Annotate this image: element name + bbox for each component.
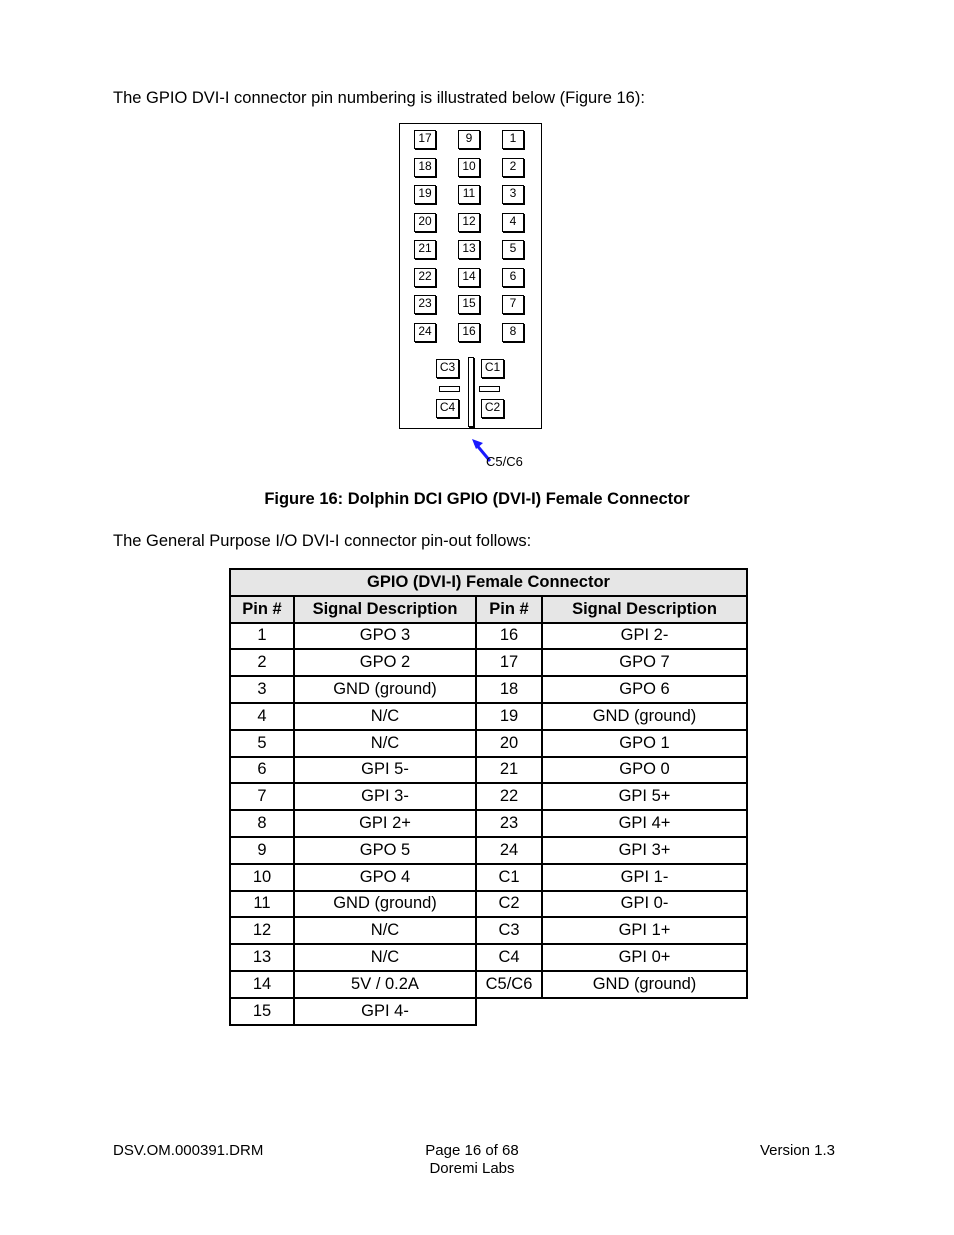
column-header: Pin # bbox=[230, 596, 294, 623]
column-header: Signal Description bbox=[542, 596, 747, 623]
signal-description-cell: GND (ground) bbox=[294, 676, 476, 703]
pin-1: 1 bbox=[502, 130, 524, 149]
pin-number-cell: C3 bbox=[476, 917, 542, 944]
pin-12: 12 bbox=[458, 213, 480, 232]
pin-11: 11 bbox=[458, 185, 480, 204]
pin-19: 19 bbox=[414, 185, 436, 204]
table-row bbox=[230, 917, 747, 944]
pin-number-cell: 18 bbox=[476, 676, 542, 703]
signal-description-cell: GPO 0 bbox=[542, 757, 747, 784]
company-name: Doremi Labs bbox=[429, 1160, 515, 1177]
empty-cell bbox=[476, 998, 542, 1025]
signal-description-cell: GND (ground) bbox=[294, 891, 476, 918]
signal-description-cell: 5V / 0.2A bbox=[294, 971, 476, 998]
pin-number-cell: 7 bbox=[230, 783, 294, 810]
pin-21: 21 bbox=[414, 240, 436, 259]
pin-5: 5 bbox=[502, 240, 524, 259]
pin-number-cell: 19 bbox=[476, 703, 542, 730]
column-header: Signal Description bbox=[294, 596, 476, 623]
pin-number-cell: 22 bbox=[476, 783, 542, 810]
page-number: Page 16 of 68 bbox=[425, 1142, 519, 1159]
c5-c6-label: C5/C6 bbox=[486, 454, 523, 469]
dvi-connector-diagram bbox=[399, 123, 542, 429]
pin-number-cell: 1 bbox=[230, 623, 294, 650]
table-row bbox=[230, 649, 747, 676]
signal-description-cell: GPI 3- bbox=[294, 783, 476, 810]
slot-right bbox=[479, 386, 500, 392]
signal-description-cell: N/C bbox=[294, 703, 476, 730]
pin-number-cell: 12 bbox=[230, 917, 294, 944]
pin-number-cell: 5 bbox=[230, 730, 294, 757]
signal-description-cell: GPO 4 bbox=[294, 864, 476, 891]
pin-24: 24 bbox=[414, 323, 436, 342]
table-row bbox=[230, 837, 747, 864]
table-row bbox=[230, 703, 747, 730]
pin-number-cell: 9 bbox=[230, 837, 294, 864]
pin-23: 23 bbox=[414, 295, 436, 314]
slot-left bbox=[439, 386, 460, 392]
pin-number-cell: 3 bbox=[230, 676, 294, 703]
pinout-table bbox=[229, 568, 748, 1026]
table-row bbox=[230, 676, 747, 703]
pin-number-cell: C5/C6 bbox=[476, 971, 542, 998]
signal-description-cell: GPI 2+ bbox=[294, 810, 476, 837]
pin-number-cell: 11 bbox=[230, 891, 294, 918]
empty-cell bbox=[542, 998, 747, 1025]
pin-8: 8 bbox=[502, 323, 524, 342]
pin-c1: C1 bbox=[481, 359, 504, 378]
pin-number-cell: 24 bbox=[476, 837, 542, 864]
table-row bbox=[230, 757, 747, 784]
pin-3: 3 bbox=[502, 185, 524, 204]
signal-description-cell: GPI 5- bbox=[294, 757, 476, 784]
signal-description-cell: GND (ground) bbox=[542, 703, 747, 730]
signal-description-cell: GPO 1 bbox=[542, 730, 747, 757]
footer-doc-id: DSV.OM.000391.DRM bbox=[113, 1142, 264, 1159]
table-row bbox=[230, 864, 747, 891]
pin-2: 2 bbox=[502, 158, 524, 177]
pin-22: 22 bbox=[414, 268, 436, 287]
table-row bbox=[230, 730, 747, 757]
ground-blade bbox=[468, 357, 474, 427]
pin-number-cell: 8 bbox=[230, 810, 294, 837]
signal-description-cell: GPO 7 bbox=[542, 649, 747, 676]
pin-14: 14 bbox=[458, 268, 480, 287]
pin-13: 13 bbox=[458, 240, 480, 259]
pin-number-cell: 17 bbox=[476, 649, 542, 676]
table-row bbox=[230, 891, 747, 918]
pin-9: 9 bbox=[458, 130, 480, 149]
table-row bbox=[230, 971, 747, 998]
pin-number-cell: 15 bbox=[230, 998, 294, 1025]
pin-number-cell: 13 bbox=[230, 944, 294, 971]
pin-15: 15 bbox=[458, 295, 480, 314]
signal-description-cell: N/C bbox=[294, 730, 476, 757]
signal-description-cell: GPI 3+ bbox=[542, 837, 747, 864]
signal-description-cell: GND (ground) bbox=[542, 971, 747, 998]
signal-description-cell: GPO 6 bbox=[542, 676, 747, 703]
table-row bbox=[230, 944, 747, 971]
pin-number-cell: 16 bbox=[476, 623, 542, 650]
pin-number-cell: 23 bbox=[476, 810, 542, 837]
pin-number-cell: 20 bbox=[476, 730, 542, 757]
table-row bbox=[230, 623, 747, 650]
signal-description-cell: GPI 5+ bbox=[542, 783, 747, 810]
table-intro-paragraph: The General Purpose I/O DVI-I connector pin-out follows: bbox=[113, 532, 532, 550]
pin-16: 16 bbox=[458, 323, 480, 342]
pin-c4: C4 bbox=[436, 399, 459, 418]
signal-description-cell: GPI 1+ bbox=[542, 917, 747, 944]
signal-description-cell: N/C bbox=[294, 917, 476, 944]
signal-description-cell: N/C bbox=[294, 944, 476, 971]
pin-6: 6 bbox=[502, 268, 524, 287]
table-row bbox=[230, 810, 747, 837]
table-row bbox=[230, 783, 747, 810]
pin-number-cell: C1 bbox=[476, 864, 542, 891]
signal-description-cell: GPI 4- bbox=[294, 998, 476, 1025]
pin-number-cell: 21 bbox=[476, 757, 542, 784]
table-title: GPIO (DVI-I) Female Connector bbox=[230, 569, 747, 596]
footer-version: Version 1.3 bbox=[759, 1142, 835, 1159]
signal-description-cell: GPO 3 bbox=[294, 623, 476, 650]
signal-description-cell: GPO 2 bbox=[294, 649, 476, 676]
signal-description-cell: GPO 5 bbox=[294, 837, 476, 864]
pin-7: 7 bbox=[502, 295, 524, 314]
pin-18: 18 bbox=[414, 158, 436, 177]
pin-4: 4 bbox=[502, 213, 524, 232]
column-header: Pin # bbox=[476, 596, 542, 623]
signal-description-cell: GPI 0+ bbox=[542, 944, 747, 971]
pin-number-cell: 10 bbox=[230, 864, 294, 891]
signal-description-cell: GPI 2- bbox=[542, 623, 747, 650]
pin-20: 20 bbox=[414, 213, 436, 232]
signal-description-cell: GPI 0- bbox=[542, 891, 747, 918]
pin-number-cell: C4 bbox=[476, 944, 542, 971]
signal-description-cell: GPI 4+ bbox=[542, 810, 747, 837]
pin-number-cell: C2 bbox=[476, 891, 542, 918]
pin-number-cell: 14 bbox=[230, 971, 294, 998]
pin-c3: C3 bbox=[436, 359, 459, 378]
figure-caption: Figure 16: Dolphin DCI GPIO (DVI-I) Female Connector bbox=[264, 490, 690, 508]
pin-c2: C2 bbox=[481, 399, 504, 418]
pin-17: 17 bbox=[414, 130, 436, 149]
pin-number-cell: 6 bbox=[230, 757, 294, 784]
intro-paragraph: The GPIO DVI-I connector pin numbering is illustrated below (Figure 16): bbox=[113, 89, 645, 107]
table-row bbox=[230, 998, 747, 1025]
pin-number-cell: 2 bbox=[230, 649, 294, 676]
signal-description-cell: GPI 1- bbox=[542, 864, 747, 891]
pin-10: 10 bbox=[458, 158, 480, 177]
pin-number-cell: 4 bbox=[230, 703, 294, 730]
